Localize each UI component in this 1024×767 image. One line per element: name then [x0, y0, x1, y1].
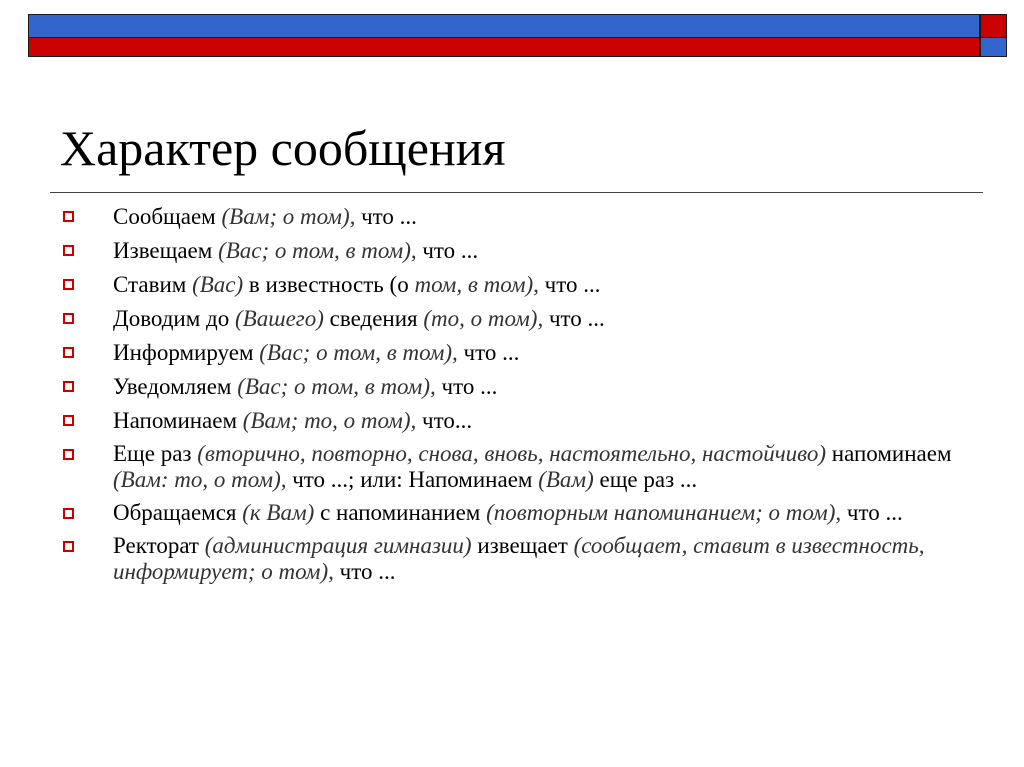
list-item-text: Ставим (Вас) в известность (о том, в том), что ...	[113, 272, 601, 297]
list-item	[60, 407, 960, 434]
header-corner-blue-square	[980, 38, 1007, 57]
list-item-text: Уведомляем (Вас; о том, в том), что ...	[113, 374, 498, 399]
slide-title: Характер сообщения	[60, 120, 506, 176]
list-item	[60, 533, 960, 585]
list-item-text: Напоминаем (Вам; то, о том), что...	[113, 408, 473, 433]
title-divider	[50, 192, 983, 193]
square-bullet-icon	[63, 449, 74, 460]
list-item	[60, 441, 960, 493]
header-bar-red-stripe	[28, 38, 980, 57]
list-item	[60, 237, 960, 264]
list-item	[60, 339, 960, 366]
list-item	[60, 500, 960, 526]
list-item-text: Сообщаем (Вам; о том), что ...	[113, 204, 417, 229]
list-item-text: Доводим до (Вашего) сведения (то, о том), что ...	[113, 306, 605, 331]
decorative-header-bar	[28, 14, 1007, 57]
list-item	[60, 203, 960, 230]
list-item-text: Информируем (Вас; о том, в том), что ...	[113, 340, 520, 365]
square-bullet-icon	[63, 381, 74, 392]
square-bullet-icon	[63, 508, 74, 519]
square-bullet-icon	[63, 313, 74, 324]
square-bullet-icon	[63, 541, 74, 552]
phrase-list	[60, 203, 960, 592]
square-bullet-icon	[63, 211, 74, 222]
list-item-text: Еще раз (вторично, повторно, снова, вновь, настоятельно, настойчиво) напоминаем (Вам: то, о том), что ...; или: Напоминаем (Вам) еще раз ...	[113, 441, 952, 492]
list-item-text: Извещаем (Вас; о том, в том), что ...	[113, 238, 479, 263]
list-item	[60, 373, 960, 400]
square-bullet-icon	[63, 347, 74, 358]
header-bar-blue-stripe	[28, 14, 980, 38]
square-bullet-icon	[63, 279, 74, 290]
square-bullet-icon	[63, 415, 74, 426]
header-corner-red-square	[980, 14, 1007, 38]
list-item	[60, 271, 960, 298]
list-item	[60, 305, 960, 332]
list-item-text: Ректорат (администрация гимназии) извещает (сообщает, ставит в известность, информирует; о том), что ...	[113, 533, 925, 584]
square-bullet-icon	[63, 245, 74, 256]
list-item-text: Обращаемся (к Вам) с напоминанием (повторным напоминанием; о том), что ...	[113, 500, 903, 525]
